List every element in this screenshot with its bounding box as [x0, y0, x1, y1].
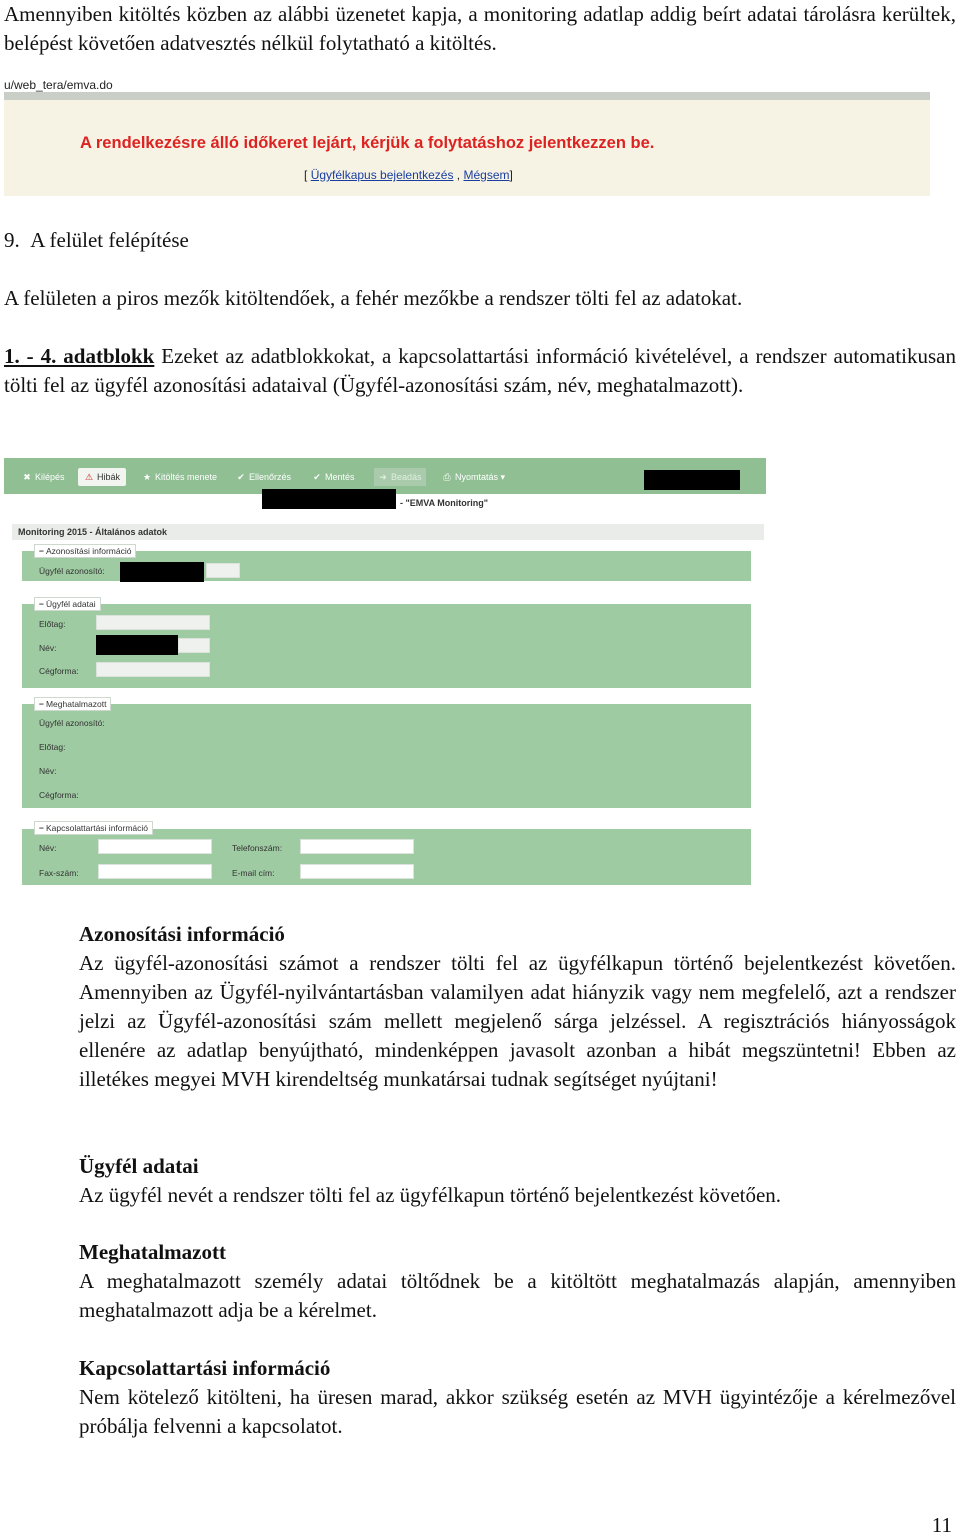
blocks-paragraph [4, 342, 956, 400]
contact-text: Nem kötelező kitölteni, ha üresen marad, akkor szükség esetén az MVH ügyintézője a kérelmezővel próbálja felvenni a kapcsolatot. [79, 1385, 956, 1438]
section-proxy-legend[interactable] [34, 697, 111, 711]
fax-input[interactable] [98, 864, 212, 879]
redaction-box [96, 635, 178, 655]
print-label: Nyomtatás [455, 472, 499, 482]
blocks-label: 1. - 4. adatblokk [4, 344, 155, 368]
contact-heading: Kapcsolattartási információ [79, 1356, 331, 1380]
contact-name-input[interactable] [98, 839, 212, 854]
bracket-open: [ [304, 168, 308, 182]
section-intro: A felületen a piros mezők kitöltendőek, a fehér mezőkbe a rendszer tölti fel az adatokat. [4, 286, 743, 310]
contact-name-label: Név: [39, 843, 57, 853]
section-client-legend[interactable] [34, 597, 101, 611]
bracket-close: ] [509, 168, 513, 182]
email-input[interactable] [300, 864, 414, 879]
page-number: 11 [931, 1513, 952, 1537]
legend-label: Ügyfél adatai [45, 599, 96, 609]
checkmark-icon: ✔ [237, 472, 245, 482]
intro-paragraph: Amennyiben kitöltés közben az alábbi üzenetet kapja, a monitoring adatlap addig beírt adatai tárolásra kerültek, belépést követően adatvesztés nélkül folytatható a kitöltés. [4, 2, 956, 55]
legend-label: Meghatalmazott [45, 699, 107, 709]
printer-icon: ⎙ [443, 472, 451, 482]
client-data-heading: Ügyfél adatai [79, 1154, 199, 1178]
close-icon: ✖ [23, 472, 31, 482]
client-data-text: Az ügyfél nevét a rendszer tölti fel az ügyfélkapun történő bejelentkezést követően. [79, 1183, 782, 1207]
exit-label: Kilépés [35, 472, 65, 482]
proxy-name-label: Név: [39, 766, 57, 776]
section-title: 9. A felület felépítése [4, 228, 189, 252]
check-label: Ellenőrzés [249, 472, 292, 482]
exit-button[interactable] [22, 468, 65, 486]
session-timeout-screenshot [4, 78, 930, 196]
form-screenshot [4, 458, 766, 890]
prefix-input[interactable] [96, 615, 210, 630]
proxy-client-id-label: Ügyfél azonosító: [39, 718, 105, 728]
phone-input[interactable] [300, 839, 414, 854]
link-separator: , [453, 168, 461, 182]
browser-bar [4, 92, 930, 100]
warning-icon: ⚠ [84, 472, 94, 482]
timeout-message: A rendelkezésre álló időkeret lejárt, kérjük a folytatáshoz jelentkezzen be. [80, 134, 655, 152]
client-id-label: Ügyfél azonosító: [39, 566, 105, 576]
legend-label: Kapcsolattartási információ [45, 823, 149, 833]
phone-label: Telefonszám: [232, 843, 283, 853]
save-label: Mentés [325, 472, 355, 482]
errors-label: Hibák [97, 472, 121, 482]
process-button[interactable] [142, 468, 217, 486]
cancel-link[interactable]: Mégsem [463, 168, 510, 182]
email-label: E-mail cím: [232, 868, 275, 878]
proxy-company-label: Cégforma: [39, 790, 79, 800]
collapse-icon: − [39, 823, 44, 833]
process-label: Kitöltés menete [155, 472, 218, 482]
form-title: Monitoring 2015 - Általános adatok [12, 524, 764, 540]
errors-button[interactable] [78, 468, 126, 486]
submit-button[interactable] [374, 468, 426, 486]
company-form-input[interactable] [96, 662, 210, 677]
star-icon: ★ [142, 472, 152, 482]
legend-label: Azonosítási információ [45, 546, 132, 556]
url-fragment: u/web_tera/emva.do [4, 78, 113, 92]
collapse-icon: − [39, 599, 44, 609]
print-button[interactable]: ⎙ Nyomtatás ▾ [442, 468, 505, 486]
redaction-box [644, 470, 740, 490]
client-gate-login-link[interactable]: Ügyfélkapus bejelentkezés [310, 168, 454, 182]
submit-label: Beadás [391, 472, 422, 482]
identification-heading: Azonosítási információ [79, 922, 285, 946]
prefix-label: Előtag: [39, 619, 66, 629]
section-identification-legend[interactable] [34, 544, 136, 558]
proxy-heading: Meghatalmazott [79, 1240, 226, 1264]
proxy-prefix-label: Előtag: [39, 742, 66, 752]
collapse-icon: − [39, 546, 44, 556]
section-contact-legend[interactable] [34, 821, 153, 835]
section-proxy [22, 704, 751, 808]
collapse-icon: − [39, 699, 44, 709]
fax-label: Fax-szám: [39, 868, 79, 878]
name-input[interactable] [178, 638, 210, 653]
redaction-box [262, 489, 396, 509]
client-id-input[interactable] [206, 563, 240, 578]
arrow-icon: ➜ [379, 472, 387, 482]
check-icon: ✔ [313, 472, 321, 482]
proxy-text: A meghatalmazott személy adatai töltődnek be a kitöltött meghatalmazás alapján, amennyiben meghatalmazott adja be a kérelmet. [79, 1269, 956, 1322]
identification-text: Az ügyfél-azonosítási számot a rendszer tölti fel az ügyfélkapun történő bejelentkezést követően. Amennyiben az Ügyfél-nyilvántartásban valamilyen adat hiányzik vagy nem megfelelő, azt a rendszer jelzi az Ügyfél-azonosítási szám mellett megjelenő sárga jelzéssel. A regisztrációs hiányosságok ellenére az adatlap benyújtható, mindenképpen javasolt azonban a hibát megszüntetni! Ebben az illetékes megyei MVH kirendeltség munkatársai tudnak segítséget nyújtani! [79, 951, 956, 1091]
company-form-label: Cégforma: [39, 666, 79, 676]
login-links [304, 168, 513, 182]
save-button[interactable] [312, 468, 355, 486]
form-subtitle: - "EMVA Monitoring" [400, 498, 489, 508]
blocks-text: Ezeket az adatblokkokat, a kapcsolattartási információ kivételével, a rendszer automatikusan tölti fel az ügyfél azonosítási adataival (Ügyfél-azonosítási szám, név, meghatalmazott). [4, 344, 956, 397]
redaction-box [120, 562, 204, 582]
name-label: Név: [39, 643, 57, 653]
check-button[interactable] [236, 468, 291, 486]
